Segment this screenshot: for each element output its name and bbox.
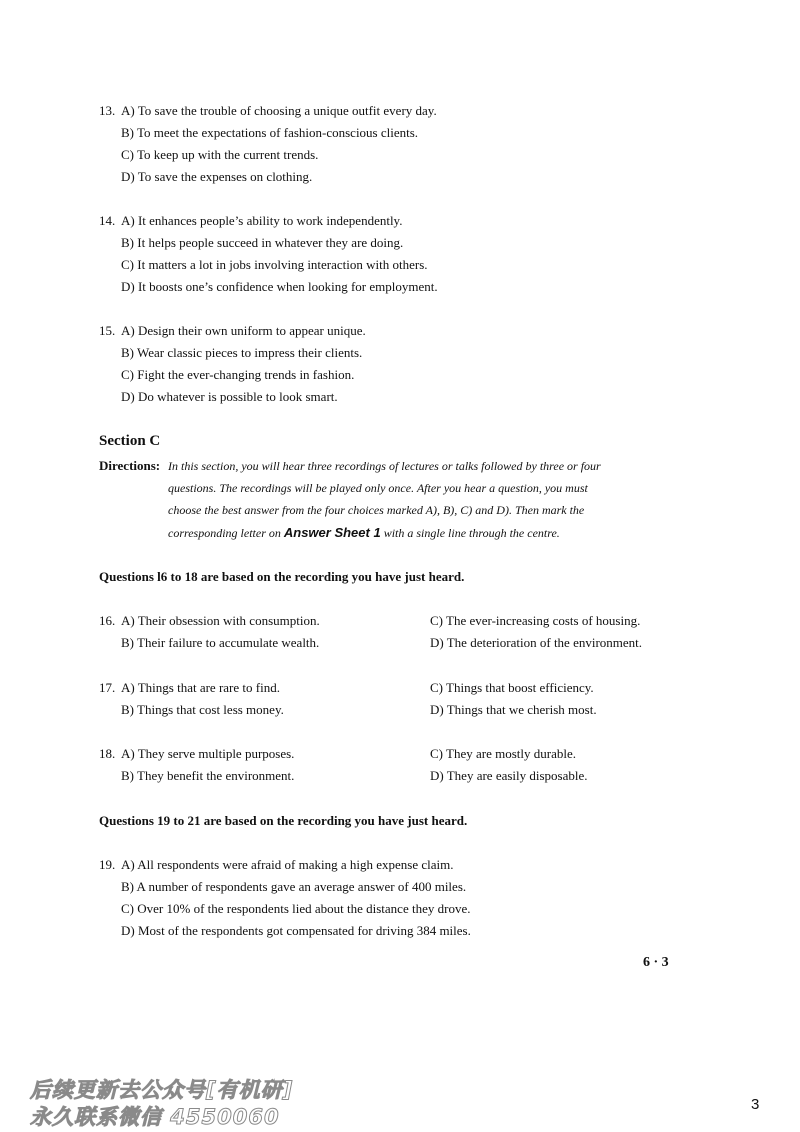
directions-line-2: questions. The recordings will be played only once. After you hear a question, you must (168, 481, 588, 495)
option-d: D) The deterioration of the environment. (430, 635, 643, 650)
group-heading-19-21: Questions 19 to 21 are based on the recording you have just heard. (99, 813, 468, 828)
option-d: D) To save the expenses on clothing. (121, 169, 313, 184)
question-number: 13. (99, 103, 116, 118)
option-a: A) It enhances people’s ability to work independently. (121, 213, 403, 228)
question-number: 17. (99, 680, 116, 695)
option-d: D) Do whatever is possible to look smart. (121, 389, 338, 404)
directions-line-4-pre: corresponding letter on (168, 526, 281, 540)
watermark-line-1: 后续更新去公众号[有机研] (30, 1078, 294, 1102)
option-a: A) Their obsession with consumption. (121, 613, 320, 628)
option-d: D) It boosts one’s confidence when looking for employment. (121, 279, 438, 294)
option-d: D) They are easily disposable. (430, 768, 588, 783)
option-b: B) Wear classic pieces to impress their clients. (121, 345, 363, 360)
option-d: D) Most of the respondents got compensated for driving 384 miles. (121, 923, 471, 938)
directions-line-4 (168, 525, 560, 541)
page-code: 6 · 3 (643, 955, 669, 970)
answer-sheet-label: Answer Sheet 1 (283, 525, 381, 540)
option-c: C) Fight the ever-changing trends in fashion. (121, 367, 355, 382)
option-b: B) Their failure to accumulate wealth. (121, 635, 320, 650)
directions-line-1: In this section, you will hear three recordings of lectures or talks followed by three or four (168, 459, 601, 473)
question-number: 16. (99, 613, 116, 628)
option-d: D) Things that we cherish most. (430, 702, 597, 717)
option-b: B) To meet the expectations of fashion-conscious clients. (121, 125, 419, 140)
option-c: C) Things that boost efficiency. (430, 680, 594, 695)
option-c: C) They are mostly durable. (430, 746, 576, 761)
option-c: C) It matters a lot in jobs involving interaction with others. (121, 257, 428, 272)
option-a: A) All respondents were afraid of making a high expense claim. (121, 857, 454, 872)
question-number: 14. (99, 213, 116, 228)
option-c: C) Over 10% of the respondents lied about the distance they drove. (121, 901, 471, 916)
page-number: 3 (751, 1096, 760, 1113)
question-number: 15. (99, 323, 116, 338)
question-number: 19. (99, 857, 116, 872)
option-c: C) The ever-increasing costs of housing. (430, 613, 641, 628)
question-number: 18. (99, 746, 116, 761)
option-b: B) Things that cost less money. (121, 702, 284, 717)
directions-line-4-post: with a single line through the centre. (383, 526, 560, 540)
option-a: A) Things that are rare to find. (121, 680, 280, 695)
option-c: C) To keep up with the current trends. (121, 147, 319, 162)
option-a: A) Design their own uniform to appear unique. (121, 323, 366, 338)
section-title: Section C (99, 433, 161, 449)
directions-line-3: choose the best answer from the four choices marked A), B), C) and D). Then mark the (168, 503, 585, 517)
group-heading-16-18: Questions l6 to 18 are based on the recording you have just heard. (99, 569, 465, 584)
option-a: A) They serve multiple purposes. (121, 746, 295, 761)
directions-label: Directions: (99, 458, 161, 473)
option-b: B) They benefit the environment. (121, 768, 295, 783)
option-a: A) To save the trouble of choosing a unique outfit every day. (121, 103, 437, 118)
option-b: B) A number of respondents gave an average answer of 400 miles. (121, 879, 467, 894)
option-b: B) It helps people succeed in whatever they are doing. (121, 235, 404, 250)
watermark-line-2: 永久联系微信 4550060 (30, 1105, 280, 1129)
